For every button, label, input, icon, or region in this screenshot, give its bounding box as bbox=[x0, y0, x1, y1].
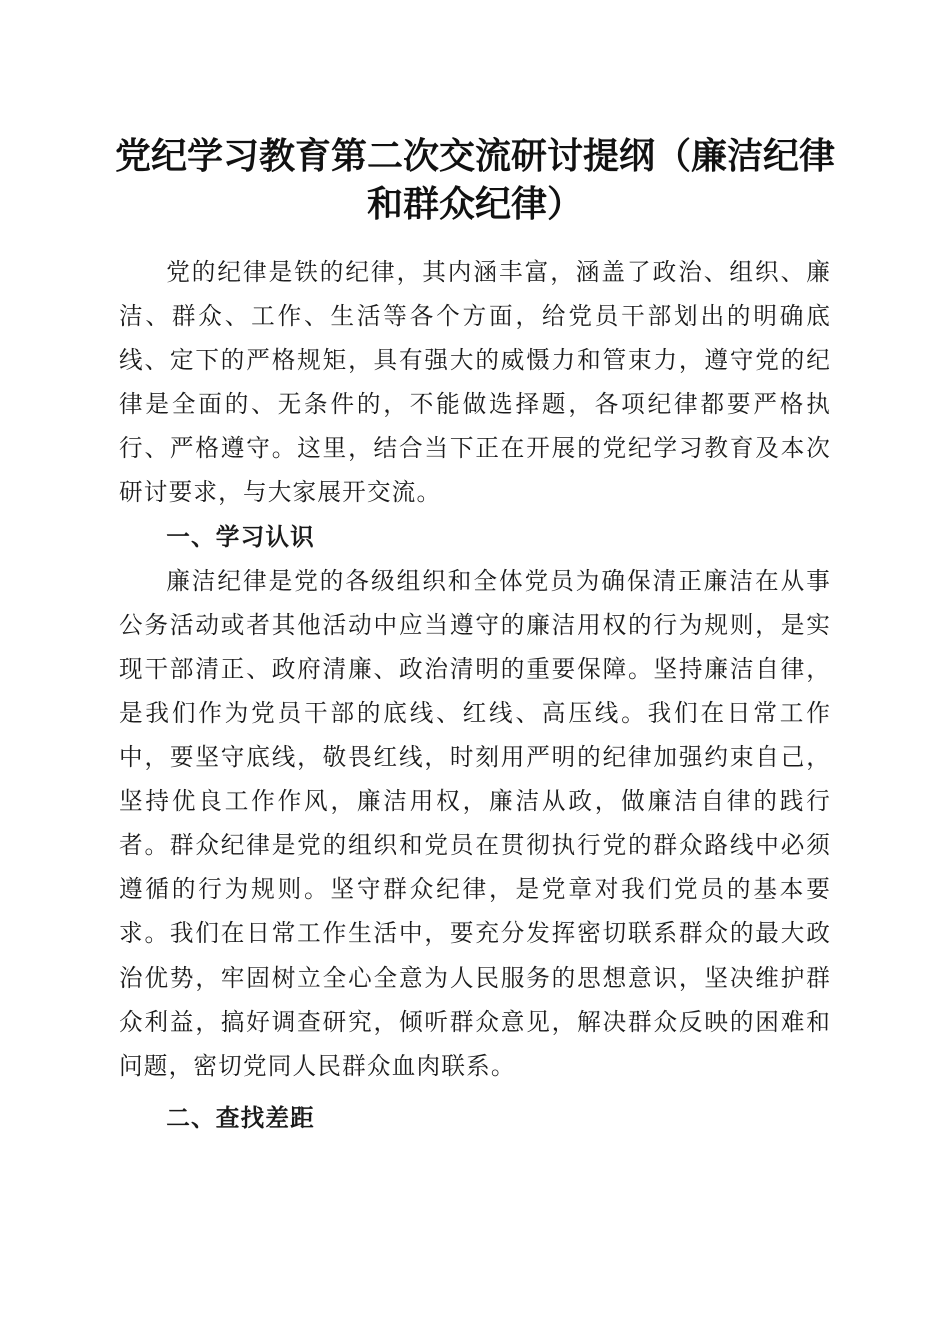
title-line-1: 党纪学习教育第二次交流研讨提纲（廉洁纪律 bbox=[114, 135, 835, 177]
document-title bbox=[100, 132, 850, 228]
intro-paragraph: 党的纪律是铁的纪律，其内涵丰富，涵盖了政治、组织、廉洁、群众、工作、生活等各个方面，给党员干部划出的明确底线、定下的严格规矩，具有强大的威慑力和管束力，遵守党的纪律是全面的、无条件的，不能做选择题，各项纪律都要严格执行、严格遵守。这里，结合当下正在开展的党纪学习教育及本次研讨要求，与大家展开交流。 bbox=[119, 258, 831, 507]
section-heading-1: 一、学习认识 bbox=[166, 522, 315, 551]
section-1-paragraph: 廉洁纪律是党的各级组织和全体党员为确保清正廉洁在从事公务活动或者其他活动中应当遵守的廉洁用权的行为规则，是实现干部清正、政府清廉、政治清明的重要保障。坚持廉洁自律，是我们作为党员干部的底线、红线、高压线。我们在日常工作中，要坚守底线，敬畏红线，时刻用严明的纪律加强约束自己，坚持优良工作作风，廉洁用权，廉洁从政，做廉洁自律的践行者。群众纪律是党的组织和党员在贯彻执行党的群众路线中必须遵循的行为规则。坚守群众纪律，是党章对我们党员的基本要求。我们在日常工作生活中，要充分发挥密切联系群众的最大政治优势，牢固树立全心全意为人民服务的思想意识，坚决维护群众利益，搞好调查研究，倾听群众意见，解决群众反映的困难和问题，密切党同人民群众血肉联系。 bbox=[119, 566, 831, 1080]
title-line-2: 和群众纪律） bbox=[366, 183, 583, 225]
section-heading-2: 二、查找差距 bbox=[166, 1103, 315, 1132]
document-body bbox=[119, 250, 831, 1140]
